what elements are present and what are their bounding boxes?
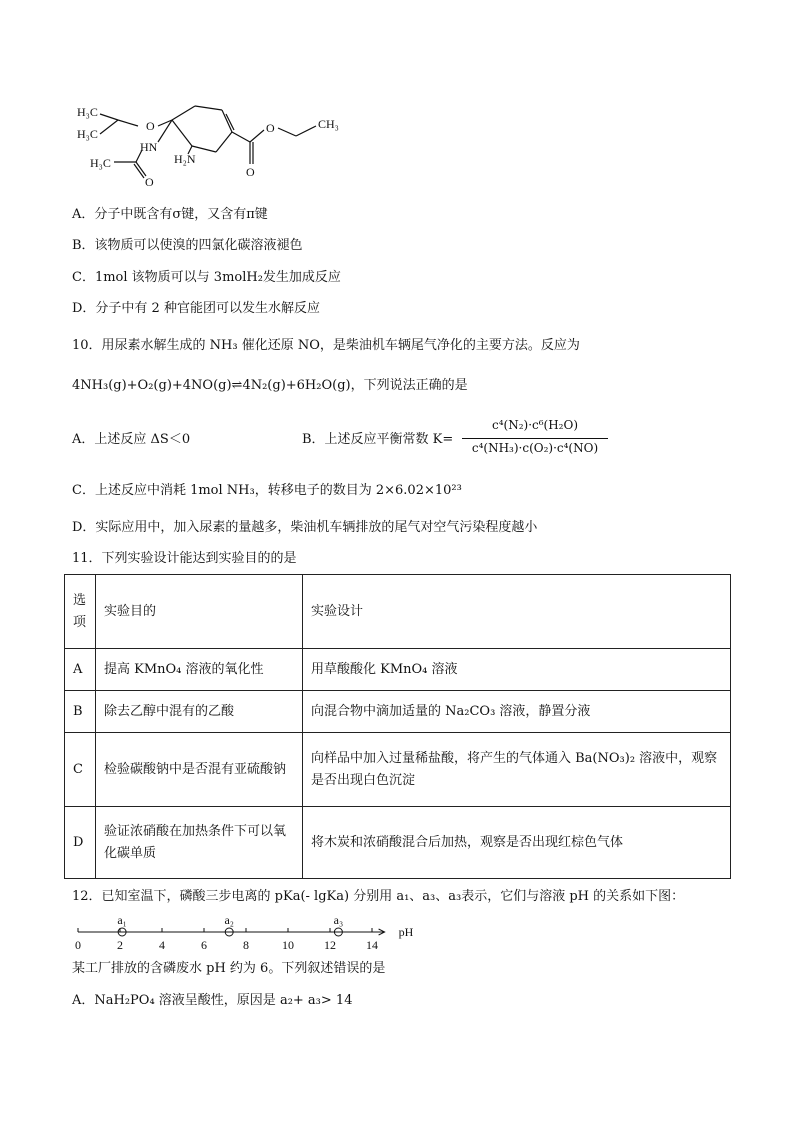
row-design: 将木炭和浓硝酸混合后加热，观察是否出现红棕色气体	[303, 807, 731, 879]
header-design: 实验设计	[303, 575, 731, 649]
row-option: C	[65, 733, 96, 807]
tick-label: 12	[324, 938, 336, 952]
label-o-ester: O	[266, 121, 275, 135]
q12-text: 某工厂排放的含磷废水 pH 约为 6。下列叙述错误的是	[72, 961, 386, 976]
label-ch3: CH₃	[318, 117, 339, 131]
tick-label: 14	[366, 938, 378, 952]
table-row	[65, 807, 731, 879]
axis-label: pH	[398, 925, 414, 939]
header-goal: 实验目的	[96, 575, 303, 649]
label-h3c-a: H₃C	[77, 105, 98, 119]
row-option: B	[65, 691, 96, 733]
q10-option-d: D．实际应用中，加入尿素的量越多，柴油机车辆排放的尾气对空气污染程度越小	[72, 520, 538, 535]
q10-option-b-denominator: c⁴(NH₃)·c(O₂)·c⁴(NO)	[471, 441, 599, 455]
table-row	[65, 649, 731, 691]
row-option: D	[65, 807, 96, 879]
pka-marker-label: a₁	[117, 913, 127, 927]
header-option: 选项	[65, 575, 96, 649]
q10-equation: 4NH₃(g)+O₂(g)+4NO(g)⇌4N₂(g)+6H₂O(g)，下列说法正确的是	[72, 378, 468, 393]
row-option: A	[65, 649, 96, 691]
tick-label: 10	[282, 938, 294, 952]
fraction-bar	[462, 438, 608, 439]
label-nh2: H₂N	[174, 152, 196, 166]
q10-option-a: A．上述反应 ΔS＜0	[72, 432, 191, 447]
q10-option-b-prefix: B．上述反应平衡常数 K=	[302, 432, 454, 447]
row-goal: 提高 KMnO₄ 溶液的氧化性	[96, 649, 303, 691]
q9-option-b: B．该物质可以使溴的四氯化碳溶液褪色	[72, 238, 303, 253]
ph-number-line	[60, 906, 420, 954]
tick-label: 4	[159, 938, 165, 952]
pka-marker-label: a₂	[224, 913, 234, 927]
row-design: 用草酸酸化 KMnO₄ 溶液	[303, 649, 731, 691]
label-o-ether: O	[146, 119, 155, 133]
row-design: 向样品中加入过量稀盐酸，将产生的气体通入 Ba(NO₃)₂ 溶液中，观察是否出现白色沉淀	[303, 733, 731, 807]
q9-option-c: C．1mol 该物质可以与 3molH₂发生加成反应	[72, 270, 341, 285]
label-h3c-b: H₃C	[77, 127, 98, 141]
label-o-amide: O	[145, 175, 154, 187]
label-h3c-amide: H₃C	[90, 156, 111, 170]
q9-option-d: D．分子中有 2 种官能团可以发生水解反应	[72, 301, 320, 316]
tick-label: 6	[201, 938, 207, 952]
row-goal: 验证浓硝酸在加热条件下可以氧化碳单质	[96, 807, 303, 879]
row-goal: 检验碳酸钠中是否混有亚硫酸钠	[96, 733, 303, 807]
experiment-table	[64, 574, 731, 879]
tick-label: 0	[75, 938, 81, 952]
q11-stem: 11．下列实验设计能达到实验目的的是	[72, 551, 297, 566]
pka-marker-label: a₃	[333, 913, 344, 927]
row-goal: 除去乙醇中混有的乙酸	[96, 691, 303, 733]
q10-stem: 10．用尿素水解生成的 NH₃ 催化还原 NO，是柴油机车辆尾气净化的主要方法。反应为	[72, 338, 580, 353]
q12-stem: 12．已知室温下，磷酸三步电离的 pKa(- lgKa) 分别用 a₁、a₃、a₃表示，它们与溶液 pH 的关系如下图：	[72, 889, 685, 904]
q10-option-c: C．上述反应中消耗 1mol NH₃，转移电子的数目为 2×6.02×10²³	[72, 483, 462, 498]
table-header-row	[65, 575, 731, 649]
row-design: 向混合物中滴加适量的 Na₂CO₃ 溶液，静置分液	[303, 691, 731, 733]
q10-option-b-numerator: c⁴(N₂)·c⁶(H₂O)	[491, 418, 579, 432]
tick-label: 8	[243, 938, 249, 952]
label-hn: HN	[140, 140, 158, 154]
molecule-structure	[60, 92, 360, 187]
table-row	[65, 733, 731, 807]
q9-option-a: A．分子中既含有σ键，又含有π键	[72, 207, 268, 222]
q12-option-a: A．NaH₂PO₄ 溶液呈酸性，原因是 a₂+ a₃> 14	[72, 993, 353, 1008]
label-o-ester-carbonyl: O	[246, 165, 255, 179]
tick-label: 2	[117, 938, 123, 952]
table-row	[65, 691, 731, 733]
